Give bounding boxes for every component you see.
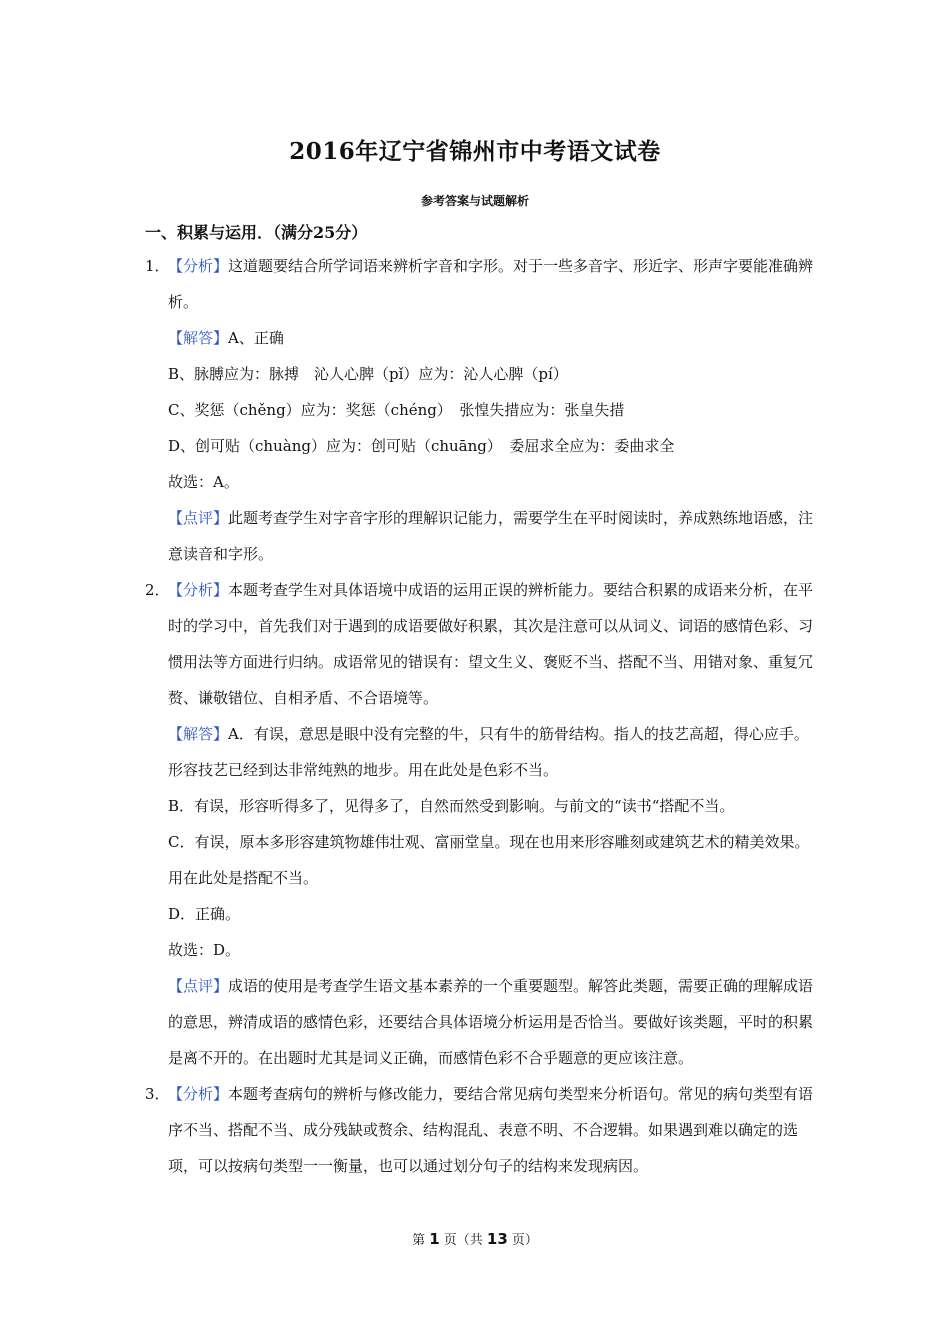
answer-text: A、正确 bbox=[228, 329, 284, 347]
comment-text: 此题考查学生对字音字形的理解识记能力，需要学生在平时阅读时，养成熟练地语感，注意读音和字形。 bbox=[168, 509, 814, 563]
page-footer bbox=[0, 1229, 950, 1248]
analysis-text: 这道题要结合所学词语来辨析字音和字形。对于一些多音字、形近字、形声字要能准确辨析。 bbox=[168, 257, 814, 311]
choice-line: 故选：D。 bbox=[168, 941, 241, 959]
answer-paragraph bbox=[168, 320, 815, 356]
option-c: C．有误，原本多形容建筑物雄伟壮观、富丽堂皇。现在也用来形容雕刻或建筑艺术的精美效果。用在此处是搭配不当。 bbox=[168, 833, 810, 887]
choice-line: 故选：A。 bbox=[168, 473, 239, 491]
option-d: D．正确。 bbox=[168, 905, 241, 923]
section-heading: 一、积累与运用．（满分25分） bbox=[145, 223, 368, 242]
answers-content bbox=[145, 248, 815, 1184]
analysis-text: 本题考查学生对具体语境中成语的运用正误的辨析能力。要结合积累的成语来分析，在平时的学习中，首先我们对于遇到的成语要做好积累，其次是注意可以从词义、词语的感情色彩、习惯用法等方面进行归纳。成语常见的错误有：望文生义、褒贬不当、搭配不当、用错对象、重复冗赘、谦敬错位、自相矛盾、不合语境等。 bbox=[168, 581, 814, 707]
comment-text: 成语的使用是考查学生语文基本素养的一个重要题型。解答此类题，需要正确的理解成语的意思，辨清成语的感情色彩，还要结合具体语境分析运用是否恰当。要做好该类题，平时的积累是离不开的。在出题时尤其是词义正确，而感情色彩不合乎题意的更应该注意。 bbox=[168, 977, 814, 1067]
footer-suffix: 页） bbox=[507, 1233, 538, 1248]
option-d: D、创可贴（chuàng）应为：创可贴（chuāng） 委屈求全应为：委曲求全 bbox=[168, 437, 675, 455]
answer-paragraph bbox=[168, 716, 815, 788]
analysis-tag: 【分析】 bbox=[168, 581, 229, 599]
document-subtitle: 参考答案与试题解析 bbox=[420, 194, 529, 208]
answer-tag: 【解答】 bbox=[168, 329, 229, 347]
comment-tag: 【点评】 bbox=[168, 509, 229, 527]
comment-paragraph bbox=[168, 968, 815, 1076]
option-b: B、脉膊应为：脉搏 沁人心脾（pǐ）应为：沁人心脾（pí） bbox=[168, 365, 568, 383]
analysis-tag: 【分析】 bbox=[168, 1085, 229, 1103]
current-page-number: 1 bbox=[429, 1230, 440, 1248]
question-number: 1． bbox=[145, 257, 170, 275]
comment-tag: 【点评】 bbox=[168, 977, 229, 995]
question-number: 2． bbox=[145, 581, 170, 599]
analysis-tag: 【分析】 bbox=[168, 257, 229, 275]
option-b: B．有误，形容听得多了，见得多了，自然而然受到影响。与前文的“读书“搭配不当。 bbox=[168, 797, 735, 815]
analysis-text: 本题考查病句的辨析与修改能力，要结合常见病句类型来分析语句。常见的病句类型有语序不当、搭配不当、成分残缺或赘余、结构混乱、表意不明、不合逻辑。如果遇到难以确定的选项，可以按病句类型一一衡量，也可以通过划分句子的结构来发现病因。 bbox=[168, 1085, 814, 1175]
document-title: 2016年辽宁省锦州市中考语文试卷 bbox=[289, 138, 661, 165]
question-number: 3． bbox=[145, 1085, 170, 1103]
comment-paragraph bbox=[168, 500, 815, 572]
total-page-count: 13 bbox=[486, 1230, 508, 1248]
analysis-paragraph bbox=[168, 248, 815, 320]
question-2 bbox=[145, 572, 815, 1076]
answer-tag: 【解答】 bbox=[168, 725, 229, 743]
analysis-paragraph bbox=[168, 1076, 815, 1184]
option-c: C、奖惩（chěng）应为：奖惩（chéng） 张惶失措应为：张皇失措 bbox=[168, 401, 625, 419]
question-3 bbox=[145, 1076, 815, 1184]
footer-prefix: 第 bbox=[412, 1233, 430, 1248]
answer-text: A．有误，意思是眼中没有完整的牛，只有牛的筋骨结构。指人的技艺高超，得心应手。形容技艺已经到达非常纯熟的地步。用在此处是色彩不当。 bbox=[168, 725, 809, 779]
analysis-paragraph bbox=[168, 572, 815, 716]
question-1 bbox=[145, 248, 815, 572]
footer-middle: 页（共 bbox=[439, 1233, 487, 1248]
